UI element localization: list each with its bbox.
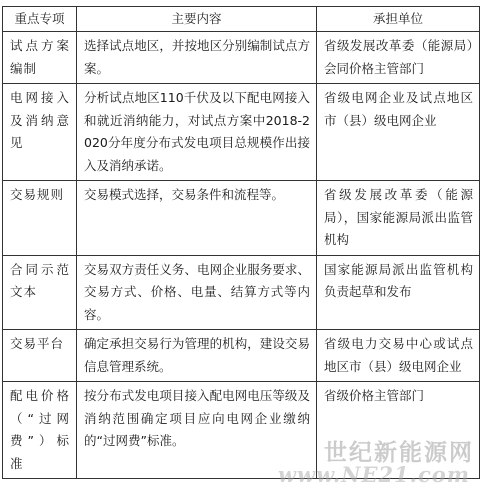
row-owner: 国家能源局派出监管机构负责起草和发布 [317, 255, 480, 330]
table-row [3, 181, 480, 256]
table-row [3, 382, 480, 479]
row-content: 交易模式选择，交易条件和流程等。 [77, 181, 317, 256]
table-row [3, 84, 480, 181]
table-row [3, 330, 480, 382]
header-owner: 承担单位 [317, 7, 480, 32]
row-content: 按分布式发电项目接入配电网电压等级及消纳范围确定项目应向电网企业缴纳的“过网费”标准。 [77, 382, 317, 479]
row-topic: 交易平台 [3, 330, 77, 382]
row-content: 选择试点地区，并按地区分别编制试点方案。 [77, 32, 317, 84]
row-topic: 配电价格（“过网费”）标准 [3, 382, 77, 479]
row-owner: 省级电力交易中心或试点地区市（县）级电网企业 [317, 330, 480, 382]
table-row [3, 255, 480, 330]
row-owner: 省级价格主管部门 [317, 382, 480, 479]
table-header-row [3, 7, 480, 32]
watermark-url: www.NE21.com [277, 462, 470, 487]
row-owner: 省级发展改革委（能源局）会同价格主管部门 [317, 32, 480, 84]
row-content: 交易双方责任义务、电网企业服务要求、交易方式、价格、电量、结算方式等内容。 [77, 255, 317, 330]
header-topic: 重点专项 [3, 7, 77, 32]
row-topic: 试点方案编制 [3, 32, 77, 84]
pilot-task-table [2, 6, 480, 479]
row-topic: 交易规则 [3, 181, 77, 256]
header-content: 主要内容 [77, 7, 317, 32]
row-topic: 合同示范文本 [3, 255, 77, 330]
row-owner: 省级发展改革委（能源局），国家能源局派出监管机构 [317, 181, 480, 256]
row-content: 分析试点地区110千伏及以下配电网接入和就近消纳能力，对试点方案中2018-2020分年度分布式发电项目总规模作出接入及消纳承诺。 [77, 84, 317, 181]
row-content: 确定承担交易行为管理的机构，建设交易信息管理系统。 [77, 330, 317, 382]
row-owner: 省级电网企业及试点地区市（县）级电网企业 [317, 84, 480, 181]
watermark-site-name: 世纪新能源网 [324, 440, 474, 466]
row-topic: 电网接入及消纳意见 [3, 84, 77, 181]
table-row [3, 32, 480, 84]
